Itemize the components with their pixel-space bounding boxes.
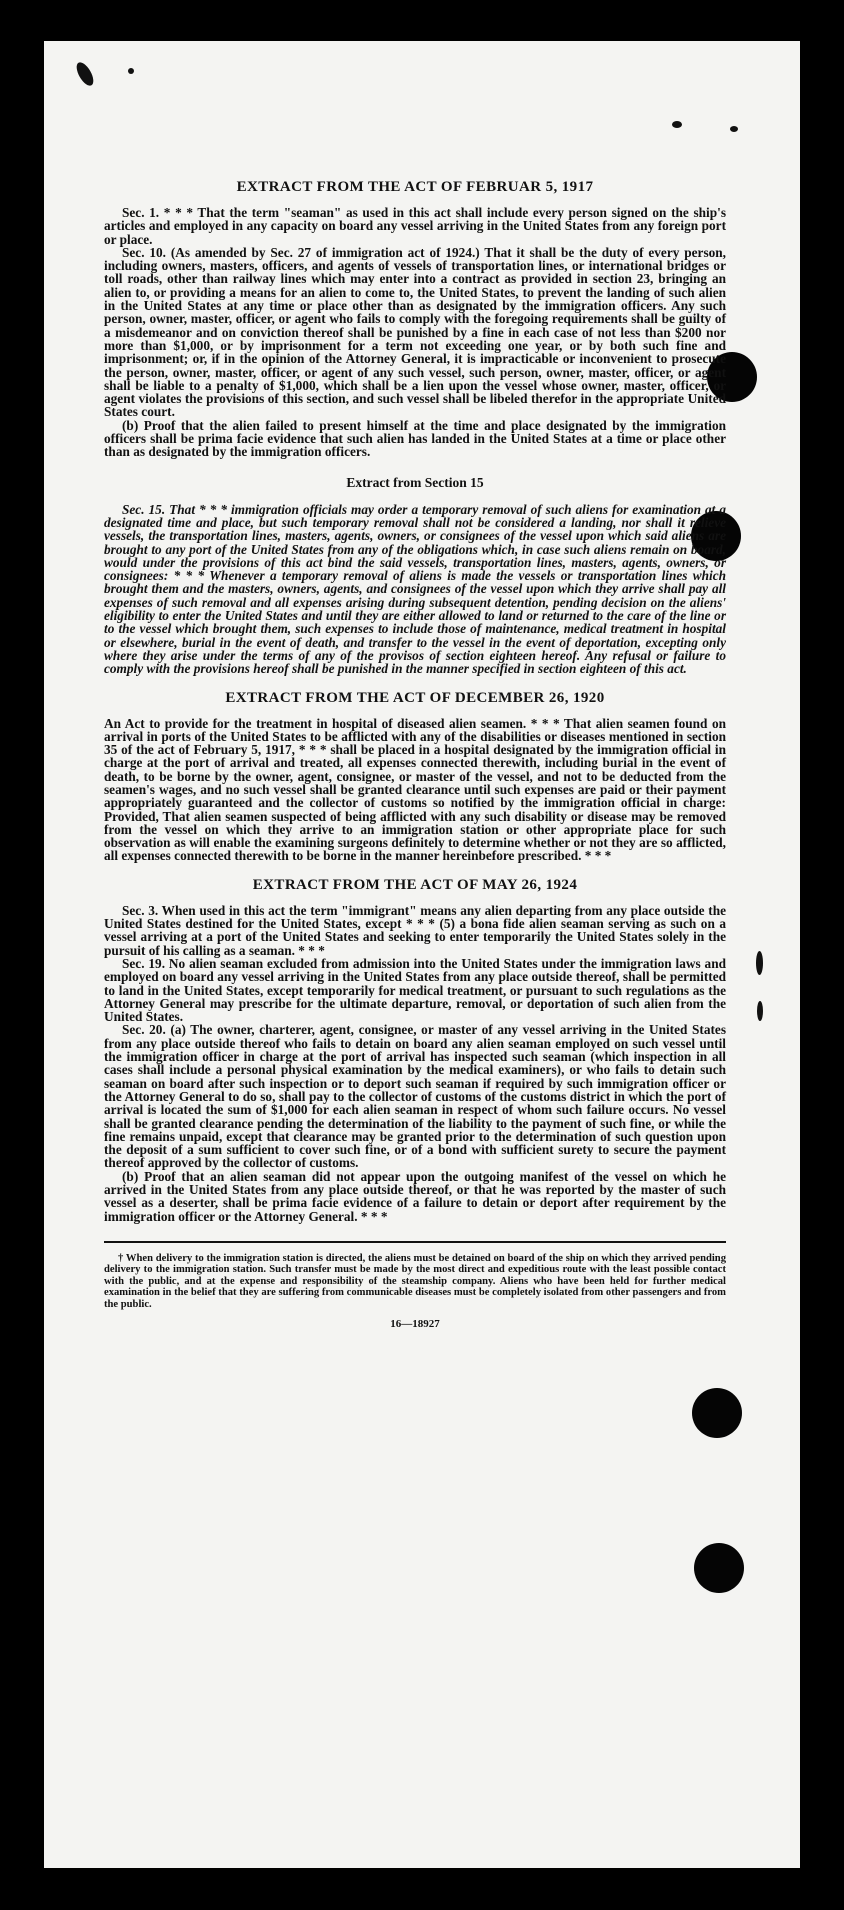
form-code: 16—18927 xyxy=(390,1318,440,1331)
paragraph: Sec. 3. When used in this act the term "immigrant" means any alien departing from any place outside the United States destined for the United States, except * * * (5) a bona fide alien seaman serving as such on a vessel arriving at a port of the United States and seeking to enter temporarily the United States solely in the pursuit of his calling as a seaman. * * * xyxy=(104,902,726,958)
section-act-1917 xyxy=(104,179,726,459)
section-heading: EXTRACT FROM THE ACT OF DECEMBER 26, 1920 xyxy=(225,689,605,706)
paragraph: Sec. 20. (a) The owner, charterer, agent, consignee, or master of any vessel arriving in the United States from any place outside thereof who fails to detain on board any alien seaman employed on such vessel until the immigration officer in charge at the port of arrival has inspected such seaman (which inspection in all cases shall include a personal physical examination by the medical examiners), or who fails to detain such seaman on board after such inspection or to deport such seaman if required by such immigration officer or the Attorney General to do so, shall pay to the collector of customs of the customs district in which the port of arrival is located the sum of $1,000 for each alien seaman in respect of whom such failure occurs. No vessel shall be granted clearance pending the determination of the liability to the payment of such fine, or while the fine remains unpaid, except that clearance may be granted prior to the determination of such question upon the deposit of a sum sufficient to cover such fine, or of a bond with sufficient surety to secure the payment thereof approved by the collector of customs. xyxy=(104,1022,726,1171)
ink-speck xyxy=(672,121,682,128)
section-heading: EXTRACT FROM THE ACT OF FEBRUAR 5, 1917 xyxy=(236,179,594,195)
paragraph: (b) Proof that the alien failed to present himself at the time and place designated by the immigration officers shall be prima facie evidence that such alien has landed in the United States at a time or place other than as designated by the immigration officers. xyxy=(104,417,726,460)
ink-speck xyxy=(73,60,96,89)
section-extract-15 xyxy=(104,475,726,676)
footnote-divider xyxy=(104,1241,726,1243)
punch-hole xyxy=(694,1543,744,1593)
ink-speck xyxy=(730,126,738,132)
paragraph: Sec. 1. * * * That the term "seaman" as used in this act shall include every person signed on the ship's articles and employed in any capacity on board any vessel arriving in the United States from any foreign port or place. xyxy=(104,205,726,247)
ink-speck xyxy=(756,951,763,975)
section-act-1924 xyxy=(104,877,726,1223)
document-page xyxy=(44,41,800,1868)
ink-speck xyxy=(128,68,134,74)
ink-speck xyxy=(757,1001,763,1021)
section-heading: Extract from Section 15 xyxy=(346,474,484,490)
section-heading: EXTRACT FROM THE ACT OF MAY 26, 1924 xyxy=(252,876,578,893)
text-column xyxy=(104,179,726,1330)
paragraph: (b) Proof that an alien seaman did not appear upon the outgoing manifest of the vessel on which he arrived in the United States from any place outside thereof, or that he was reported by the master of such vessel as a deserter, shall be prima facie evidence of a failure to detain or deport after requirement by the immigration officer or the Attorney General. * * * xyxy=(104,1168,726,1224)
footnote: † When delivery to the immigration station is directed, the aliens must be detained on board of the ship on which they arrived pending delivery to the immigration station. Such transfer must be made by the most direct and expeditious route with the least possible contact with the public, and at the expense and responsibility of the steamship company. Aliens who have been held for further medical examination in the belief that they are suffering from communicable diseases must be completely isolated from other passengers and from the public. xyxy=(104,1252,726,1310)
paragraph: Sec. 19. No alien seaman excluded from admission into the United States under the immigration laws and employed on board any vessel arriving in the United States from any place outside thereof, shall be permitted to land in the United States, except temporarily for medical treatment, or pursuant to such regulations as the Attorney General may prescribe for the ultimate departure, removal, or deportation of such alien from the United States. xyxy=(104,955,726,1025)
punch-hole xyxy=(692,1388,742,1438)
paragraph: Sec. 15. That * * * immigration officials may order a temporary removal of such aliens for examination at a designated time and place, but such temporary removal shall not be considered a landing, nor shall it relieve vessels, the transportation lines, masters, agents, owners, or consignees of the vessel upon which said aliens are brought to any port of the United States from any of the obligations which, in case such aliens remain on board, would under the provisions of this act bind the said vessels, transportation lines, masters, agents, owners, or consignees: * * * Whenever a temporary removal of aliens is made the vessels or transportation lines which brought them and the masters, owners, agents, and consignees of the vessel upon which they arrive shall pay all expenses of such removal and all expenses arising during subsequent detention, pending decision on the aliens' eligibility to enter the United States and until they are either allowed to land or returned to the care of the line or to the vessel which brought them, such expenses to include those of maintenance, medical treatment in hospital or elsewhere, burial in the event of death, and transfer to the vessel in the event of deportation, excepting only where they arise under the terms of any of the provisos of section eighteen hereof. Any refusal or failure to comply with the provisions hereof shall be punished in the manner specified in section eighteen of this act. xyxy=(104,501,726,677)
paragraph: An Act to provide for the treatment in hospital of diseased alien seamen. * * * That alien seamen found on arrival in ports of the United States to be afflicted with any of the disabilities or diseases mentioned in section 35 of the act of February 5, 1917, * * * shall be placed in a hospital designated by the immigration official in charge at the port of arrival and treated, all expenses connected therewith, including burial in the event of death, to be borne by the owner, agent, consignee, or master of the vessel, and not to be deducted from the seamen's wages, and no such vessel shall be granted clearance until such expenses are paid or their payment appropriately guaranteed and the collector of customs so notified by the immigration official in charge: Provided, That alien seamen suspected of being afflicted with any such disability or disease may be removed from the vessel on which they arrive to an immigration station or other appropriate place for such observation as will enable the examining surgeons definitely to determine whether or not they are so afflicted, all expenses connected therewith to be borne in the manner hereinbefore prescribed. * * * xyxy=(104,715,726,864)
paragraph: Sec. 10. (As amended by Sec. 27 of immigration act of 1924.) That it shall be the duty of every person, including owners, masters, officers, and agents of vessels of transportation lines, or international bridges or toll roads, other than railway lines which may enter into a contract as provided in section 23, bringing an alien to, or providing a means for an alien to come to, the United States, to prevent the landing of such alien in the United States at any time or place other than as designated by the immigration officers. Any such person, owner, master, officer, or agent who fails to comply with the foregoing requirements shall be guilty of a misdemeanor and on conviction thereof shall be punished by a fine in each case of not less than $200 nor more than $1,000, or by imprisonment for a term not exceeding one year, or by both such fine and imprisonment; or, if in the opinion of the Attorney General, it is impracticable or inconvenient to prosecute the person, owner, master, officer, or agent of any such vessel, such person, owner, master, officer, or agent shall be liable to a penalty of $1,000, which shall be a lien upon the vessel whose owner, master, officer, or agent violates the provisions of this section, and such vessel shall be libeled therefor in the appropriate United States court. xyxy=(104,244,726,420)
section-act-1920 xyxy=(104,690,726,863)
